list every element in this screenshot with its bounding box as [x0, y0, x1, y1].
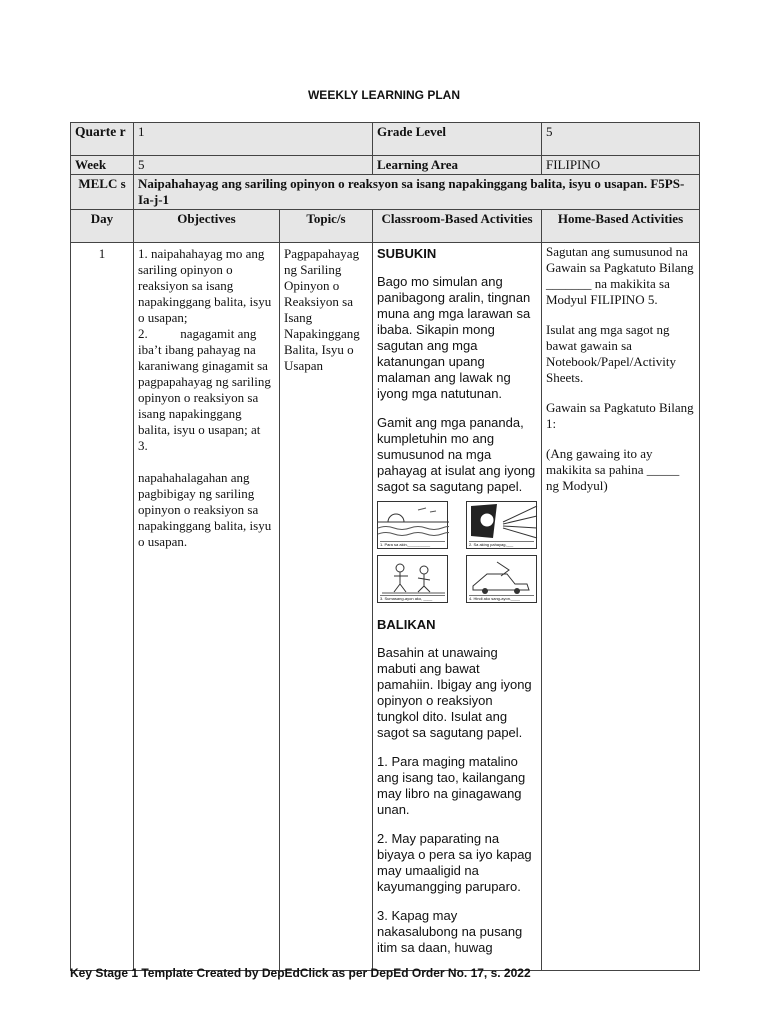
- col-topics: Topic/s: [280, 210, 373, 243]
- melcs-value: Naipahahayag ang sariling opinyon o reaksyon sa isang napakinggang balita, isyu o usapan. F5PS-Ia-j-1: [134, 175, 700, 210]
- people-working-image: [377, 555, 448, 603]
- balikan-item-3: 3. Kapag may nakasalubong na pusang itim sa daan, huwag: [377, 908, 523, 955]
- image-caption-3: 3. Sumasang-ayon ako, ____: [380, 595, 445, 601]
- subukin-heading: SUBUKIN: [377, 246, 437, 261]
- home-paragraph-3: Gawain sa Pagkatuto Bilang 1:: [546, 400, 694, 431]
- home-paragraph-4: (Ang gawaing ito ay makikita sa pahina _____ ng Modyul): [546, 446, 680, 493]
- melcs-row: [71, 175, 700, 210]
- balikan-item-1: 1. Para maging matalino ang isang tao, kailangang may libro na ginagawang unan.: [377, 754, 526, 817]
- home-paragraph-1: Sagutan ang sumusunod na Gawain sa Pagkatuto Bilang _______ na makikita sa Modyul FILIPINO 5.: [546, 244, 694, 307]
- person-shouting-image: [466, 501, 537, 549]
- image-caption-4: 4. Hindi ako sang-ayon,____: [469, 595, 534, 601]
- learning-plan-table: [70, 122, 700, 971]
- image-caption-1: 1. Para sa akin,__________: [380, 541, 445, 547]
- week-label: Week: [71, 156, 134, 175]
- footer-note: Key Stage 1 Template Created by DepEdClick as per DepEd Order No. 17, s. 2022: [70, 966, 531, 980]
- objective-2: 2. nagagamit ang iba’t ibang pahayag na karaniwang ginagamit sa pagpapahayag ng sariling opinyon o reaksiyon sa isang napakinggang balita, isyu o usapan; at: [138, 326, 275, 437]
- home-cell: [542, 243, 700, 971]
- day-value: 1: [71, 243, 134, 971]
- subukin-images: [377, 501, 537, 603]
- quarter-label: Quarte r: [71, 123, 134, 156]
- col-day: Day: [71, 210, 134, 243]
- page-title: WEEKLY LEARNING PLAN: [307, 88, 460, 102]
- col-objectives: Objectives: [134, 210, 280, 243]
- week-value: 5: [134, 156, 373, 175]
- subukin-paragraph-1: Bago mo simulan ang panibagong aralin, tingnan muna ang mga larawan sa ibaba. Sikapin mong sagutan ang mga katanungan upang malaman ang lawak ng iyong mga natutunan.: [377, 274, 531, 401]
- image-caption-2: 2. Sa aking pahayag,___: [469, 541, 534, 547]
- week-row: [71, 156, 700, 175]
- balikan-paragraph: Basahin at unawaing mabuti ang bawat pamahiin. Ibigay ang iyong opinyon o reaksiyon tungkol dito. Isulat ang sagot sa sagutang papel.: [377, 645, 532, 740]
- column-header-row: [71, 210, 700, 243]
- quarter-row: [71, 123, 700, 156]
- col-home: Home-Based Activities: [542, 210, 700, 243]
- home-paragraph-2: Isulat ang mga sagot ng bawat gawain sa Notebook/Papel/Activity Sheets.: [546, 322, 676, 385]
- grade-level-value: 5: [542, 123, 700, 156]
- balikan-item-2: 2. May paparating na biyaya o pera sa iyo kapag may umaaligid na kayumangging paruparo.: [377, 831, 532, 894]
- col-classroom: Classroom-Based Activities: [373, 210, 542, 243]
- learning-area-label: Learning Area: [373, 156, 542, 175]
- topic-cell: Pagpapahayag ng Sariling Opinyon o Reaksiyon sa Isang Napakinggang Balita, Isyu o Usapan: [280, 243, 373, 971]
- objective-1: 1. naipahahayag mo ang sariling opinyon o reaksiyon sa isang napakinggang balita, isyu o usapan;: [138, 246, 272, 325]
- balikan-heading: BALIKAN: [377, 617, 436, 632]
- classroom-cell: [373, 243, 542, 971]
- objectives-cell: [134, 243, 280, 971]
- learning-area-value: FILIPINO: [542, 156, 700, 175]
- objective-3: napahahalagahan ang pagbibigay ng sariling opinyon o reaksiyon sa napakinggang balita, isyu o usapan.: [138, 470, 272, 549]
- quarter-value: 1: [134, 123, 373, 156]
- melcs-label: MELC s: [71, 175, 134, 210]
- day-row: [71, 243, 700, 971]
- sunset-sea-image: [377, 501, 448, 549]
- cars-road-image: [466, 555, 537, 603]
- subukin-paragraph-2: Gamit ang mga pananda, kumpletuhin mo ang sumusunod na mga pahayag at isulat ang iyong sagot sa sagutang papel.: [377, 415, 536, 494]
- objective-3-number: 3.: [138, 438, 148, 453]
- grade-level-label: Grade Level: [373, 123, 542, 156]
